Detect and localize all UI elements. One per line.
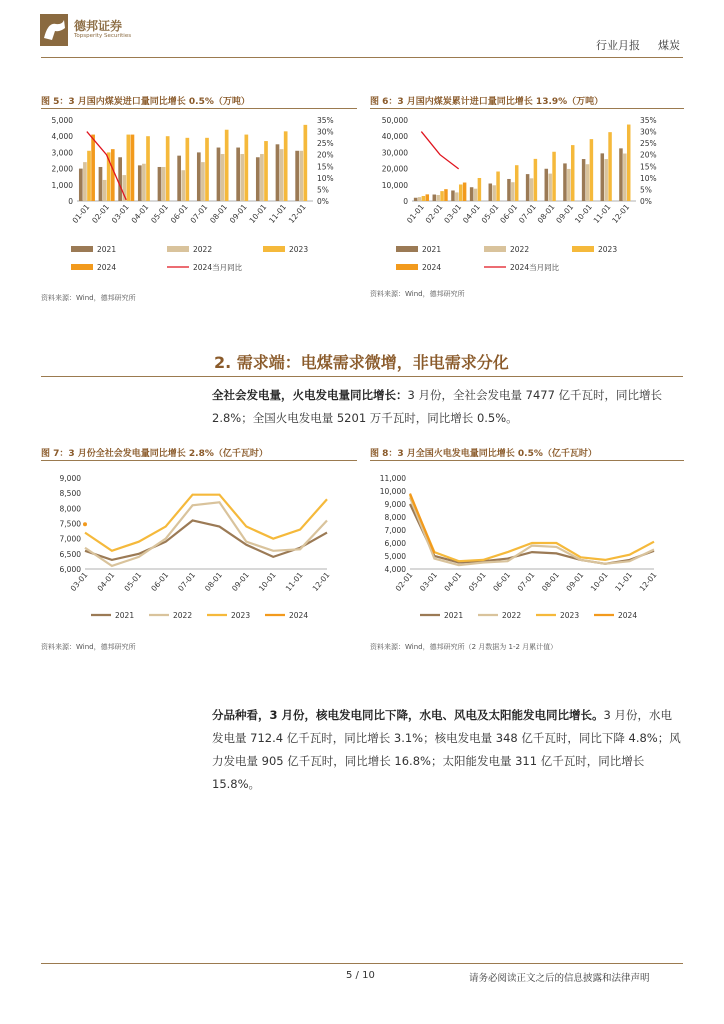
y-tick-label: 20,000 [381, 164, 408, 174]
x-tick-label: 11-01 [283, 570, 305, 593]
series-line-2021 [410, 504, 654, 564]
y-tick-label: 2,000 [51, 164, 73, 174]
y2-tick-label: 10% [640, 173, 657, 183]
legend-label: 2021 [115, 611, 135, 620]
x-tick-label: 11-01 [613, 570, 635, 593]
bar-2024 [131, 135, 135, 201]
x-tick-label: 01-01 [70, 202, 92, 225]
bar-2023 [264, 141, 268, 201]
legend-swatch-2024 [71, 264, 93, 270]
y-tick-label: 50,000 [381, 116, 408, 125]
bar-2022 [201, 162, 205, 201]
series-point-2024 [83, 522, 87, 526]
y-tick-label: 30,000 [381, 148, 408, 158]
fig8-source: 资料来源：Wind，德邦研究所（2 月数据为 1-2 月累计值） [370, 643, 558, 651]
series-line-2024 [410, 494, 434, 554]
bar-2024 [444, 189, 448, 201]
bar-2021 [526, 174, 530, 201]
bar-2023 [608, 132, 612, 201]
y2-tick-label: 30% [317, 127, 334, 137]
fig7-title: 图 7：3 月份全社会发电量同比增长 2.8%（亿千瓦时） [41, 449, 268, 459]
legend-swatch-2021 [396, 246, 418, 252]
bar-2021 [138, 165, 142, 201]
y2-tick-label: 15% [317, 162, 334, 172]
footer-rule [41, 963, 683, 964]
x-tick-label: 04-01 [129, 202, 151, 225]
bar-2022 [280, 149, 284, 201]
x-tick-label: 12-01 [286, 202, 308, 225]
bar-2023 [515, 165, 519, 201]
series-line-2022 [410, 498, 654, 566]
paragraph-by-type-lead: 分品种看，3 月份，核电发电同比下降，水电、风电及太阳能发电同比增长。 [212, 708, 604, 722]
bar-2021 [470, 187, 474, 201]
x-tick-label: 04-01 [460, 202, 482, 225]
bar-2021 [295, 151, 299, 201]
section-rule [41, 376, 683, 377]
x-tick-label: 03-01 [442, 202, 464, 225]
bar-2022 [623, 154, 627, 201]
bar-2023 [496, 172, 500, 201]
y-tick-label: 5,000 [384, 552, 406, 561]
logo-english: Topsperity Securities [74, 33, 132, 39]
legend-label: 2024 [422, 263, 442, 272]
x-tick-label: 08-01 [540, 570, 561, 593]
x-tick-label: 12-01 [637, 570, 659, 593]
x-tick-label: 05-01 [466, 570, 488, 593]
fig5-title: 图 5：3 月国内煤炭进口量同比增长 0.5%（万吨） [41, 97, 250, 107]
x-tick-label: 10-01 [256, 570, 278, 593]
x-tick-label: 06-01 [149, 570, 171, 593]
y2-tick-label: 35% [317, 116, 334, 125]
bar-2023 [459, 184, 463, 201]
bar-2021 [414, 198, 418, 201]
bar-2022 [260, 154, 264, 201]
legend-swatch-2022 [484, 246, 506, 252]
bar-2021 [619, 148, 623, 201]
paragraph-generation-lead: 全社会发电量，火电发电量同比增长： [212, 388, 408, 402]
y-tick-label: 8,000 [384, 513, 406, 522]
fig6-chart [370, 112, 684, 282]
bar-2022 [181, 170, 185, 201]
x-tick-label: 03-01 [109, 202, 131, 225]
y-tick-label: 0 [68, 197, 73, 206]
legend-label: 2023 [560, 611, 580, 620]
bar-2021 [582, 159, 586, 201]
y2-tick-label: 30% [640, 127, 657, 137]
paragraph-generation-body: 3 月份，全社会发电量 7477 亿千瓦时，同比增长 2.8%；全国火电发电量 5201 万千瓦时，同比增长 0.5%。 [212, 388, 663, 425]
legend-swatch-2023 [572, 246, 594, 252]
bar-2024 [426, 194, 430, 201]
bar-2022 [492, 185, 496, 201]
bar-2022 [436, 195, 440, 201]
y2-tick-label: 20% [317, 150, 334, 160]
x-tick-label: 02-01 [423, 202, 445, 225]
bar-2023 [590, 139, 594, 201]
y2-tick-label: 20% [640, 150, 657, 160]
x-tick-label: 05-01 [479, 202, 501, 225]
x-tick-label: 07-01 [515, 570, 537, 593]
bar-2023 [166, 136, 170, 201]
bar-2022 [240, 154, 244, 201]
x-tick-label: 11-01 [267, 202, 289, 225]
bar-2021 [99, 167, 103, 201]
bar-2021 [507, 179, 511, 201]
x-tick-label: 09-01 [564, 570, 586, 593]
sector-label: 煤炭 [658, 39, 680, 52]
y2-tick-label: 0% [317, 197, 329, 206]
x-tick-label: 06-01 [491, 570, 513, 593]
legend-label: 2021 [97, 245, 117, 254]
y-tick-label: 8,000 [59, 504, 81, 514]
x-tick-label: 02-01 [90, 202, 112, 225]
bar-2021 [433, 195, 437, 201]
y-tick-label: 7,500 [59, 519, 81, 529]
bar-2023 [534, 159, 538, 201]
x-tick-label: 08-01 [535, 202, 557, 225]
bar-2021 [563, 163, 567, 201]
y-tick-label: 0 [403, 197, 408, 206]
x-tick-label: 04-01 [442, 570, 464, 593]
bar-2024 [463, 183, 467, 201]
fig7-title-rule [41, 460, 357, 461]
x-tick-label: 08-01 [208, 202, 230, 225]
x-tick-label: 10-01 [588, 570, 610, 593]
legend-label: 2021 [422, 245, 442, 254]
bar-2022 [548, 174, 552, 201]
bar-2022 [221, 154, 225, 201]
series-line-2021 [85, 520, 327, 559]
bar-2023 [552, 152, 556, 201]
logo-name: 德邦证券 [74, 19, 123, 33]
bar-2023 [478, 178, 482, 201]
y-tick-label: 4,000 [51, 132, 73, 142]
y-tick-label: 1,000 [51, 180, 73, 190]
bar-2022 [83, 162, 87, 201]
x-tick-label: 07-01 [176, 570, 198, 593]
fig8-chart [370, 466, 684, 630]
x-tick-label: 04-01 [95, 570, 117, 593]
bar-2022 [474, 189, 478, 201]
bar-2023 [284, 131, 288, 201]
fig7-source: 资料来源：Wind，德邦研究所 [41, 643, 136, 651]
y-tick-label: 6,500 [59, 549, 81, 559]
y-tick-label: 9,000 [59, 474, 81, 483]
bar-2023 [422, 196, 426, 201]
fig5-title-rule [41, 108, 357, 109]
series-line-2022 [85, 502, 327, 566]
legend-label: 2024 [289, 611, 309, 620]
x-tick-label: 03-01 [68, 570, 90, 593]
bar-2022 [142, 164, 146, 201]
bar-2023 [126, 135, 130, 201]
bar-2023 [87, 151, 91, 201]
x-tick-label: 03-01 [418, 570, 439, 593]
x-tick-label: 12-01 [310, 570, 332, 593]
bar-2021 [197, 152, 201, 201]
legend-label: 2022 [173, 611, 193, 620]
bar-2022 [455, 192, 459, 201]
fig6-source: 资料来源：Wind，德邦研究所 [370, 290, 465, 298]
header [0, 0, 724, 60]
fig8-title-rule [370, 460, 684, 461]
bar-2022 [567, 169, 571, 201]
legend-swatch-2024 [396, 264, 418, 270]
header-rule [41, 57, 683, 58]
bar-2022 [418, 197, 422, 201]
footer-disclaimer: 请务必阅读正文之后的信息披露和法律声明 [469, 973, 650, 984]
bar-2023 [185, 138, 189, 201]
x-tick-label: 10-01 [572, 202, 594, 225]
bar-2022 [162, 167, 166, 201]
y-tick-label: 6,000 [384, 539, 406, 548]
y2-tick-label: 0% [640, 197, 652, 206]
bar-2024 [91, 135, 95, 201]
bar-2023 [244, 135, 248, 201]
bar-2022 [586, 164, 590, 201]
y2-tick-label: 15% [640, 162, 657, 172]
bar-2021 [545, 169, 549, 201]
bar-2023 [440, 191, 444, 201]
legend-label: 2024 [97, 263, 117, 272]
legend-label: 2023 [231, 611, 251, 620]
paragraph-by-type [212, 704, 682, 796]
x-tick-label: 08-01 [203, 570, 224, 593]
y-tick-label: 5,000 [51, 116, 73, 125]
yoy-line [421, 132, 458, 169]
company-logo-icon [40, 14, 68, 46]
bar-2021 [276, 144, 280, 201]
x-tick-label: 10-01 [247, 202, 269, 225]
x-tick-label: 06-01 [168, 202, 190, 225]
paragraph-generation [212, 384, 682, 430]
y-tick-label: 8,500 [59, 489, 81, 499]
page-number: 5 / 10 [346, 970, 375, 981]
bar-2023 [627, 125, 631, 201]
bar-2021 [79, 169, 83, 201]
bar-2023 [571, 145, 575, 201]
x-tick-label: 06-01 [498, 202, 520, 225]
bar-2021 [217, 148, 221, 201]
y2-tick-label: 25% [640, 139, 657, 149]
y-tick-label: 3,000 [51, 148, 73, 158]
x-tick-label: 09-01 [554, 202, 576, 225]
bar-2021 [451, 190, 455, 201]
fig6-title: 图 6：3 月国内煤炭累计进口量同比增长 13.9%（万吨） [370, 97, 604, 107]
legend-label: 2022 [510, 245, 530, 254]
bar-2024 [111, 149, 115, 201]
y2-tick-label: 25% [317, 139, 334, 149]
bar-2023 [146, 136, 150, 201]
fig8-title: 图 8：3 月全国火电发电量同比增长 0.5%（亿千瓦时） [370, 449, 597, 459]
y-tick-label: 4,000 [384, 565, 406, 574]
legend-label: 2023 [289, 245, 309, 254]
bar-2021 [489, 184, 493, 201]
y-tick-label: 10,000 [381, 180, 408, 190]
y-tick-label: 6,000 [59, 565, 81, 574]
bar-2021 [236, 148, 240, 201]
bar-2022 [511, 182, 515, 201]
bar-2021 [118, 157, 122, 201]
legend-label: 2024 [618, 611, 638, 620]
y-tick-label: 9,000 [384, 500, 406, 509]
legend-swatch-2021 [71, 246, 93, 252]
bar-2021 [158, 167, 162, 201]
bar-2021 [601, 153, 605, 201]
bar-2023 [205, 138, 209, 201]
y-tick-label: 40,000 [381, 132, 408, 142]
legend-label: 2023 [598, 245, 618, 254]
legend-label: 2024当月同比 [510, 263, 560, 272]
legend-swatch-2023 [263, 246, 285, 252]
x-tick-label: 02-01 [393, 570, 415, 593]
legend-label: 2024当月同比 [193, 263, 243, 272]
y2-tick-label: 35% [640, 116, 657, 125]
y2-tick-label: 10% [317, 173, 334, 183]
section-title: 2. 需求端：电煤需求微增，非电需求分化 [214, 353, 509, 372]
x-tick-label: 05-01 [122, 570, 144, 593]
y2-tick-label: 5% [317, 185, 329, 195]
x-tick-label: 05-01 [149, 202, 171, 225]
paragraph-by-type-body: 3 月份，水电发电量 712.4 亿千瓦时，同比增长 3.1%；核电发电量 348 亿千瓦时，同比下降 4.8%；风力发电量 905 亿千瓦时，同比增长 16.8%；太阳能发电量 311 亿千瓦时，同比增长 15.8%。 [212, 708, 681, 791]
y-tick-label: 11,000 [379, 474, 406, 483]
fig5-source: 资料来源：Wind，德邦研究所 [41, 294, 136, 302]
legend-label: 2022 [193, 245, 213, 254]
y2-tick-label: 5% [640, 185, 652, 195]
x-tick-label: 09-01 [227, 202, 249, 225]
legend-swatch-2022 [167, 246, 189, 252]
x-tick-label: 01-01 [404, 202, 426, 225]
legend-label: 2022 [502, 611, 522, 620]
bar-2022 [103, 180, 107, 201]
x-tick-label: 09-01 [229, 570, 251, 593]
bar-2021 [177, 156, 181, 201]
bar-2023 [225, 130, 229, 201]
y-tick-label: 7,000 [59, 534, 81, 544]
x-tick-label: 07-01 [516, 202, 538, 225]
bar-2021 [256, 157, 260, 201]
x-tick-label: 11-01 [591, 202, 613, 225]
bar-2022 [530, 178, 534, 201]
fig5-chart [41, 112, 361, 282]
y-tick-label: 7,000 [384, 526, 406, 535]
bar-2022 [604, 159, 608, 201]
legend-label: 2021 [444, 611, 464, 620]
bar-2022 [299, 151, 303, 201]
y-tick-label: 10,000 [379, 487, 406, 496]
bar-2023 [303, 125, 307, 201]
fig7-chart [41, 466, 357, 630]
fig6-title-rule [370, 108, 684, 109]
x-tick-label: 07-01 [188, 202, 210, 225]
report-type: 行业月报 [596, 39, 640, 52]
x-tick-label: 12-01 [610, 202, 632, 225]
